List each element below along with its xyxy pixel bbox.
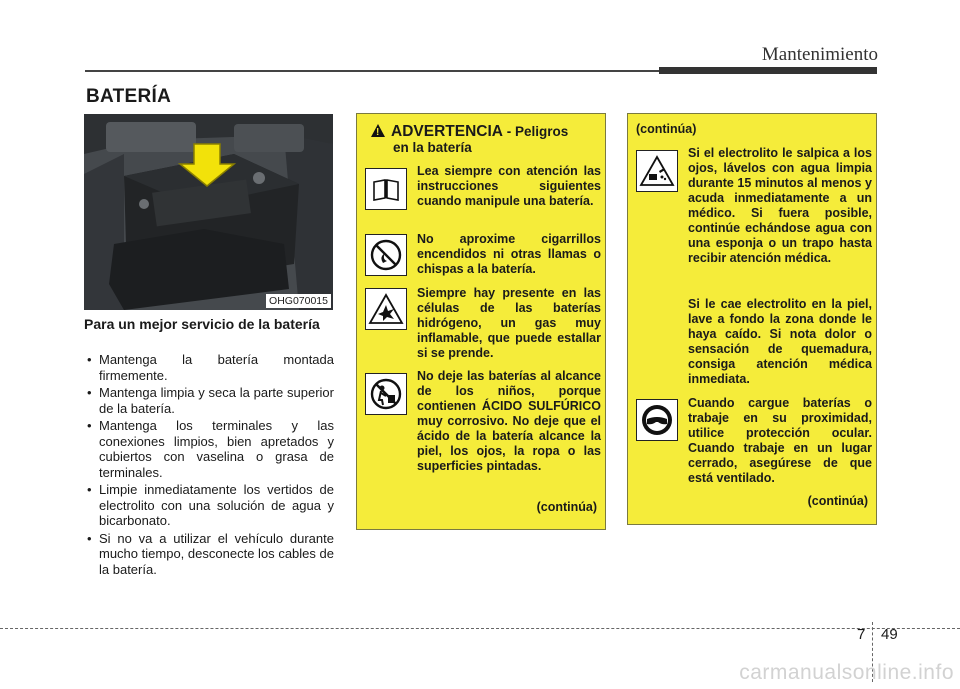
no-smoking-icon <box>365 234 407 276</box>
bullet-item: • Mantenga los terminales y las conexiones limpios, bien apretados y cubiertos con vaselina o grasa de terminales. <box>84 418 334 480</box>
explosion-icon <box>365 288 407 330</box>
continues-label: (continúa) <box>536 500 597 514</box>
care-bullet-list <box>84 352 334 579</box>
continued-warning-panel <box>627 113 877 525</box>
bullet-item: • Mantenga limpia y seca la parte superior de la batería. <box>84 385 334 416</box>
warning-text: Si le cae electrolito en la piel, lave a fondo la zona donde le haya caído. Si nota dolor o sensación de quemadura, consiga atención médica inmediata. <box>688 297 872 386</box>
watermark: carmanualsonline.info <box>739 661 954 684</box>
warning-text: Lea siempre con atención las instrucciones siguientes cuando manipule una batería. <box>417 164 601 208</box>
warning-triangle-icon <box>371 124 385 137</box>
warning-heading-line2: en la batería <box>393 140 472 155</box>
section-title: BATERÍA <box>86 86 172 107</box>
page-number: 49 <box>881 626 898 643</box>
warning-text: Siempre hay presente en las células de las baterías hidrógeno, un gas muy inflamable, que puede estallar si se prende. <box>417 286 601 360</box>
page-header-title: Mantenimiento <box>761 44 878 65</box>
keep-from-children-icon <box>365 373 407 415</box>
subheading: Para un mejor servicio de la batería <box>84 316 320 332</box>
warning-text: No deje las baterías al alcance de los niños, porque contienen ÁCIDO SULFÚRICO muy corrosivo. No deje que el ácido de la batería alcance la piel, los ojos, la ropa o las superficies pintadas. <box>417 369 601 473</box>
warning-heading-main: ADVERTENCIA <box>391 123 503 140</box>
eye-protection-icon <box>636 399 678 441</box>
corrosive-icon <box>636 150 678 192</box>
book-icon <box>365 168 407 210</box>
photo-code: OHG070015 <box>266 294 331 308</box>
continued-label: (continúa) <box>636 122 697 136</box>
chapter-number: 7 <box>857 626 866 643</box>
warning-heading <box>371 124 596 156</box>
bullet-item: • Limpie inmediatamente los vertidos de electrolito con una solución de agua y bicarbonato. <box>84 482 334 529</box>
battery-photo <box>84 114 333 310</box>
header-bar <box>659 67 877 74</box>
warning-text: Si el electrolito le salpica a los ojos, lávelos con agua limpia durante 15 minutos al menos y acuda inmediatamente a un médico. Si fuera posible, continúe echándose agua con una esponja o un trapo hasta recibir atención médica. <box>688 146 872 265</box>
warning-panel <box>356 113 606 530</box>
footer-rule <box>0 628 960 629</box>
warning-text: No aproxime cigarrillos encendidos ni otras llamas o chispas a la batería. <box>417 232 601 276</box>
bullet-item: • Si no va a utilizar el vehículo durante mucho tiempo, desconecte los cables de la batería. <box>84 531 334 578</box>
warning-text: Cuando cargue baterías o trabaje en su proximidad, utilice protección ocular. Cuando trabaje en un lugar cerrado, asegúrese de que está ventilado. <box>688 396 872 485</box>
warning-heading-rest: - Peligros <box>502 124 569 139</box>
continues-label: (continúa) <box>807 494 868 508</box>
bullet-item: • Mantenga la batería montada firmemente. <box>84 352 334 383</box>
